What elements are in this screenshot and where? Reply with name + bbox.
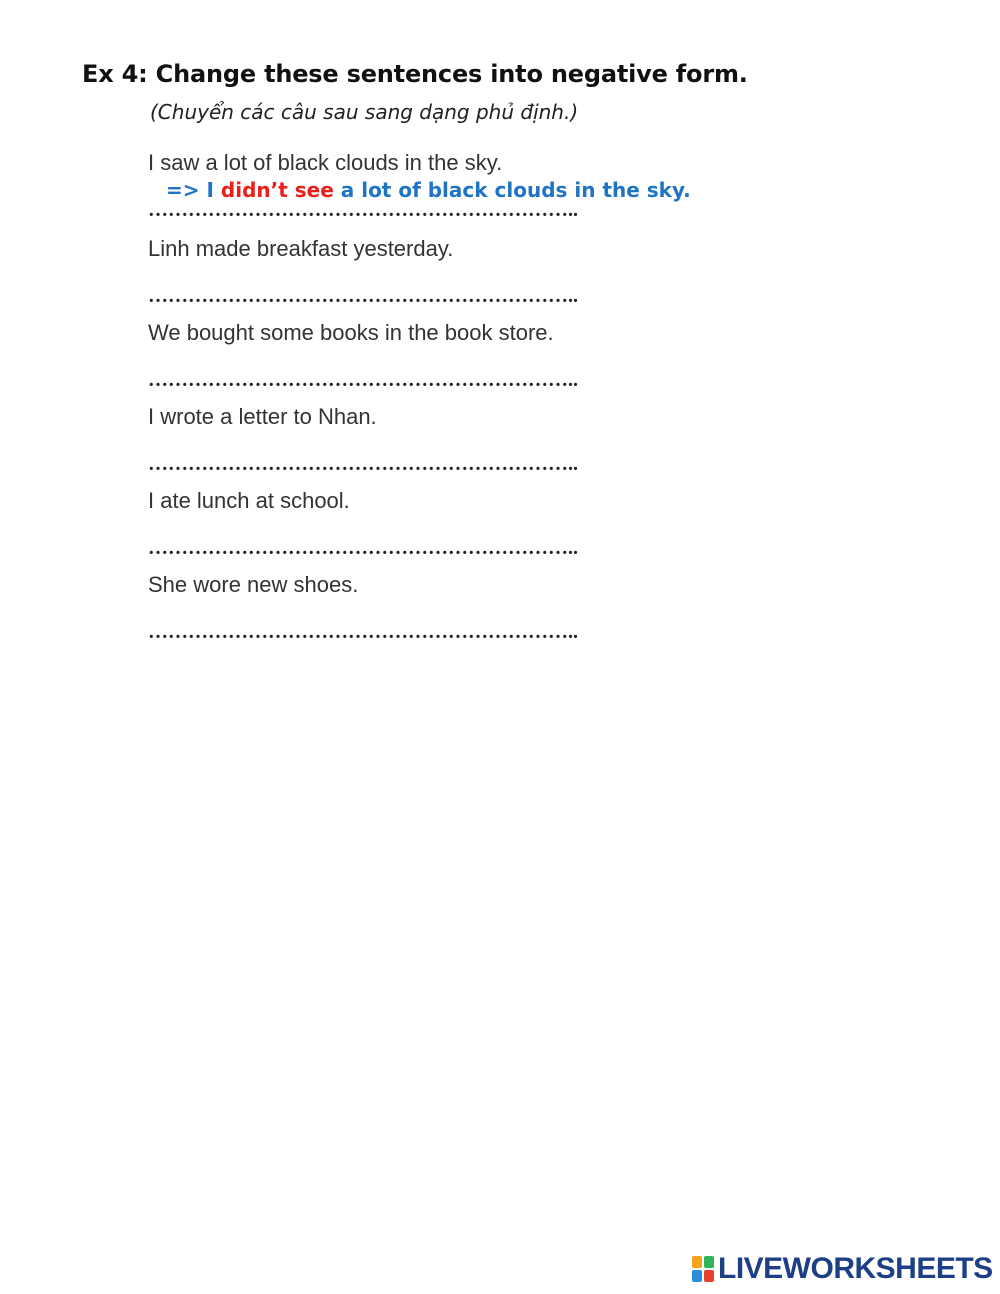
- exercise-subtitle: (Chuyển các câu sau sang dạng phủ định.): [150, 100, 579, 124]
- answer-field-4[interactable]: [148, 432, 700, 476]
- logo-text: LIVEWORKSHEETS: [718, 1252, 993, 1285]
- example-prefix: => I: [166, 178, 214, 202]
- dotted-line: ………………………………………………………..: [148, 199, 578, 221]
- dotted-line: ………………………………………………………..: [148, 369, 578, 391]
- sentence-text: I wrote a letter to Nhan.: [148, 404, 377, 429]
- answer-field-3[interactable]: [148, 348, 700, 392]
- dotted-line: ………………………………………………………..: [148, 537, 578, 559]
- exercise-item-4: [148, 402, 708, 476]
- exercise-title: Ex 4: Change these sentences into negative form.: [82, 60, 748, 88]
- dotted-line: ………………………………………………………..: [148, 285, 578, 307]
- liveworksheets-logo: [692, 1252, 993, 1286]
- sentence-text: I saw a lot of black clouds in the sky.: [148, 150, 503, 175]
- sentence-text: We bought some books in the book store.: [148, 320, 554, 345]
- answer-field-6[interactable]: [148, 600, 700, 644]
- example-rest: a lot of black clouds in the sky.: [340, 178, 691, 202]
- exercise-item-6: [148, 570, 708, 644]
- logo-block-2: [704, 1256, 714, 1268]
- example-answer: [166, 178, 691, 202]
- exercise-item-1: [148, 148, 708, 222]
- exercise-item-5: [148, 486, 708, 560]
- answer-field-2[interactable]: [148, 264, 700, 308]
- example-verb: didn’t see: [220, 178, 334, 202]
- logo-block-4: [704, 1270, 714, 1282]
- sentence-text: I ate lunch at school.: [148, 488, 350, 513]
- exercise-item-3: [148, 318, 708, 392]
- logo-block-3: [692, 1270, 702, 1282]
- dotted-line: ………………………………………………………..: [148, 453, 578, 475]
- answer-field-5[interactable]: [148, 516, 700, 560]
- answer-field-1[interactable]: [148, 178, 700, 222]
- sentence-text: Linh made breakfast yesterday.: [148, 236, 454, 261]
- dotted-line: ………………………………………………………..: [148, 621, 578, 643]
- logo-block-1: [692, 1256, 702, 1268]
- logo-blocks-icon: [692, 1256, 714, 1282]
- sentence-text: She wore new shoes.: [148, 572, 359, 597]
- exercise-item-2: [148, 234, 708, 308]
